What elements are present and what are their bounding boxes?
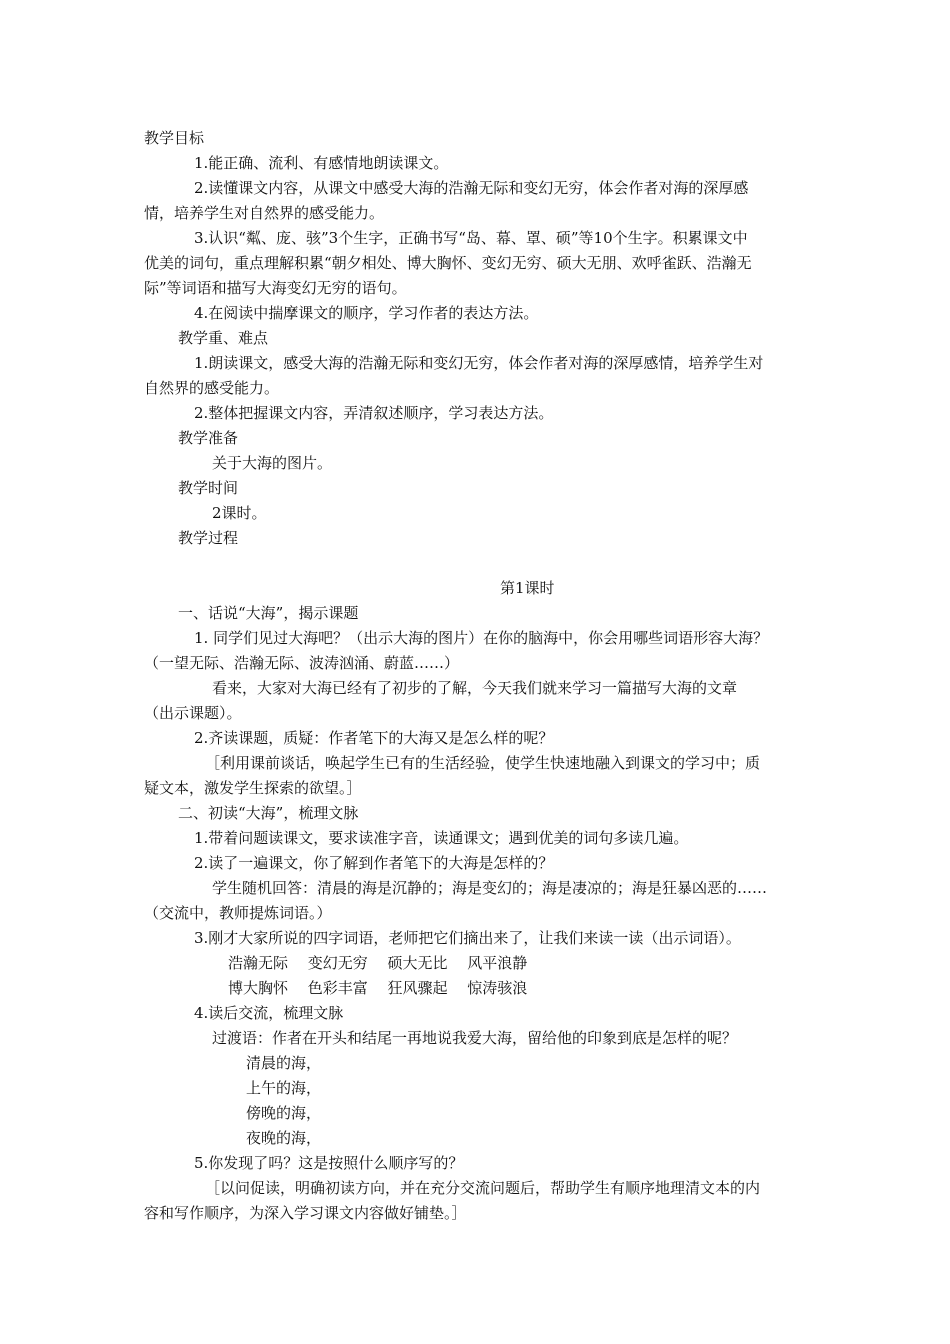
s1-note-line-2: 疑文本，激发学生探索的欲望。］ — [144, 779, 362, 797]
s2-paragraph-2: 2.读了一遍课文，你了解到作者笔下的大海是怎样的？ — [194, 854, 554, 872]
s1-note-line-1: ［利用课前谈话，唤起学生已有的生活经验，使学生快速地融入到课文的学习中；质 — [205, 754, 761, 772]
objective-item-3-line-2: 优美的词句，重点理解积累“朝夕相处、博大胸怀、变幻无穷、硕大无朋、欢呼雀跃、浩瀚无 — [144, 254, 752, 272]
key-point-1-line-2: 自然界的感受能力。 — [144, 379, 280, 397]
process-heading: 教学过程 — [178, 529, 239, 547]
s1-paragraph-2-line-2: （出示课题）。 — [144, 704, 242, 722]
objective-item-4: 4.在阅读中揣摩课文的顺序，学习作者的表达方法。 — [194, 304, 539, 322]
s2-paragraph-1: 1.带着问题读课文，要求读准字音，读通课文；遇到优美的词句多读几遍。 — [194, 829, 689, 847]
key-points-heading: 教学重、难点 — [178, 329, 269, 347]
s2-paragraph-3-line-1: 学生随机回答：清晨的海是沉静的；海是变幻的；海是凄凉的；海是狂暴凶恶的…… — [212, 879, 768, 897]
s2-paragraph-7: 5.你发现了吗？这是按照什么顺序写的？ — [194, 1154, 464, 1172]
key-point-2: 2.整体把握课文内容，弄清叙述顺序，学习表达方法。 — [194, 404, 554, 422]
lesson-title: 第1课时 — [500, 579, 555, 597]
words-row-1: 浩瀚无际 变幻无穷 硕大无比 风平浪静 — [228, 954, 528, 972]
s2-note-line-1: ［以问促读，明确初读方向，并在充分交流问题后，帮助学生有顺序地理清文本的内 — [205, 1179, 761, 1197]
objectives-heading: 教学目标 — [144, 129, 205, 147]
key-point-1-line-1: 1.朗读课文，感受大海的浩瀚无际和变幻无穷，体会作者对海的深厚感情，培养学生对 — [194, 354, 764, 372]
s2-paragraph-5: 4.读后交流，梳理文脉 — [194, 1004, 344, 1022]
s2-note-line-2: 容和写作顺序，为深入学习课文内容做好铺垫。］ — [144, 1204, 467, 1222]
s1-paragraph-1-line-1: 1. 同学们见过大海吧？（出示大海的图片）在你的脑海中，你会用哪些词语形容大海？ — [194, 629, 769, 647]
objective-item-2-line-1: 2.读懂课文内容，从课文中感受大海的浩瀚无际和变幻无穷，体会作者对海的深厚感 — [194, 179, 749, 197]
objective-item-2-line-2: 情，培养学生对自然界的感受能力。 — [144, 204, 385, 222]
sea-item-3: 傍晚的海， — [246, 1104, 322, 1122]
section-2-heading: 二、初读“大海”，梳理文脉 — [178, 804, 359, 822]
s2-paragraph-6: 过渡语：作者在开头和结尾一再地说我爱大海，留给他的印象到底是怎样的呢？ — [212, 1029, 738, 1047]
s1-paragraph-3: 2.齐读课题，质疑：作者笔下的大海又是怎么样的呢？ — [194, 729, 554, 747]
time-text: 2课时。 — [212, 504, 267, 522]
s2-paragraph-3-line-2: （交流中，教师提炼词语。） — [144, 904, 332, 922]
sea-item-1: 清晨的海， — [246, 1054, 322, 1072]
objective-item-1: 1.能正确、流利、有感情地朗读课文。 — [194, 154, 449, 172]
preparation-text: 关于大海的图片。 — [212, 454, 333, 472]
time-heading: 教学时间 — [178, 479, 239, 497]
s2-paragraph-4: 3.刚才大家所说的四字词语，老师把它们摘出来了，让我们来读一读（出示词语）。 — [194, 929, 741, 947]
section-1-heading: 一、话说“大海”，揭示课题 — [178, 604, 359, 622]
words-row-2: 博大胸怀 色彩丰富 狂风骤起 惊涛骇浪 — [228, 979, 528, 997]
objective-item-3-line-3: 际”等词语和描写大海变幻无穷的语句。 — [144, 279, 407, 297]
sea-item-2: 上午的海， — [246, 1079, 322, 1097]
s1-paragraph-2-line-1: 看来，大家对大海已经有了初步的了解，今天我们就来学习一篇描写大海的文章 — [212, 679, 738, 697]
s1-paragraph-1-line-2: （一望无际、浩瀚无际、波涛汹涌、蔚蓝……） — [144, 654, 460, 672]
sea-item-4: 夜晚的海， — [246, 1129, 322, 1147]
preparation-heading: 教学准备 — [178, 429, 239, 447]
objective-item-3-line-1: 3.认识“粼、庞、骇”3个生字，正确书写“岛、幕、罩、硕”等10个生字。积累课文中 — [194, 229, 748, 247]
